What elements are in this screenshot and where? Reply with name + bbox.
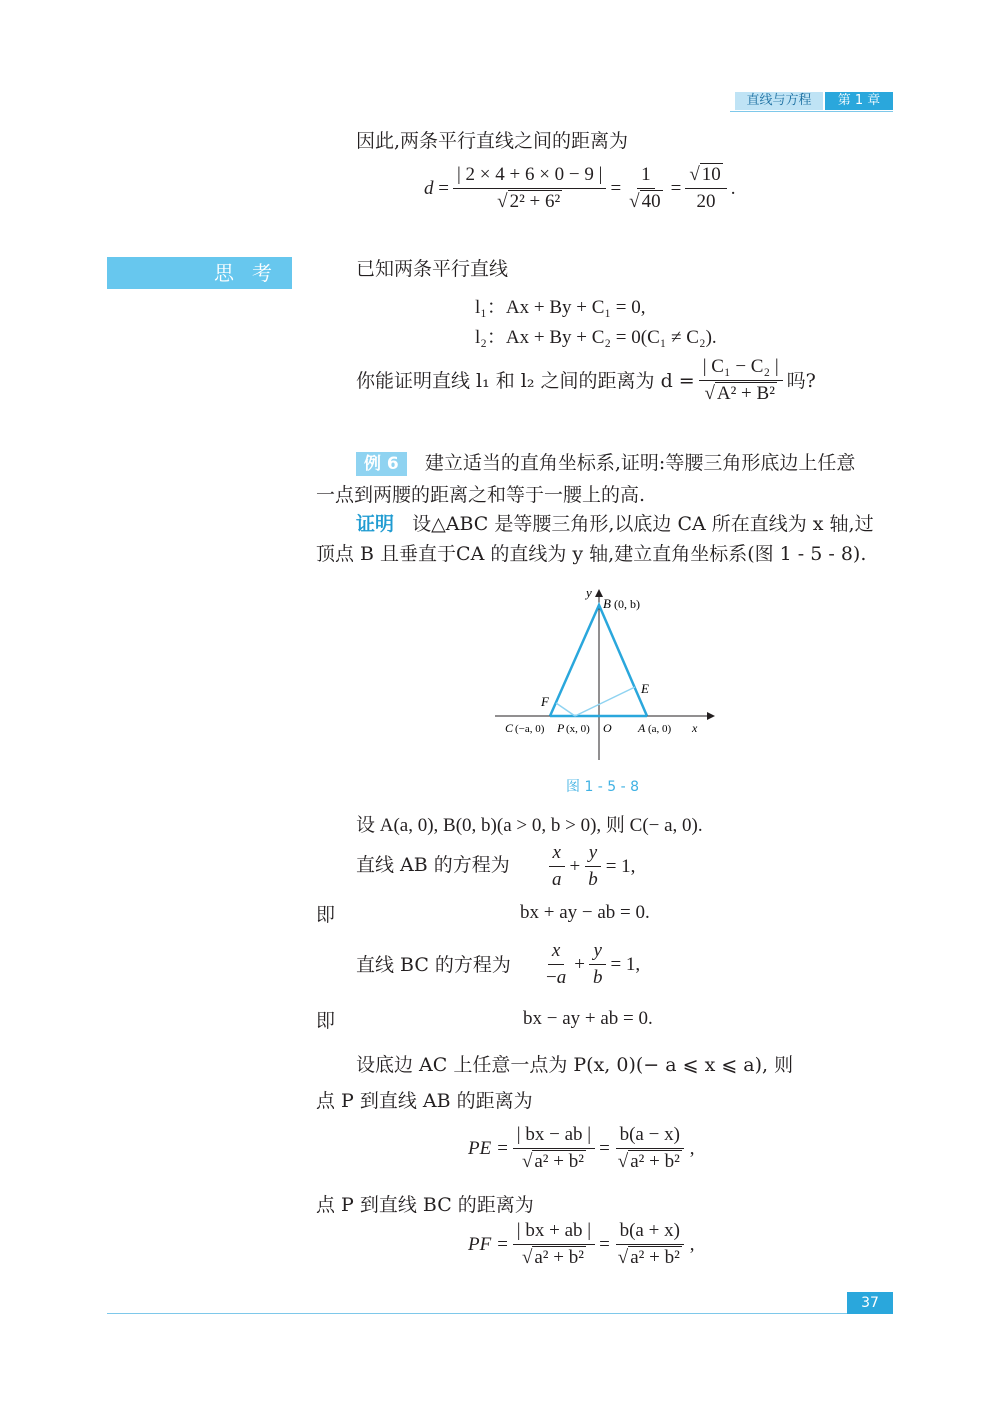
eq1-fraction-2: $\frac{1}{√ 40}$ [629,164,661,212]
label-c-coord: (−a, 0) [515,723,545,735]
label-a-coord: (a, 0) [648,723,672,735]
think-question-post: 吗? [786,369,816,392]
example-tag: 例 6 [356,452,407,476]
think-question-pre: 你能证明直线 l₁ 和 l₂ 之间的距离为 d = [356,369,695,392]
segment-pe [575,687,635,716]
eq-bc-intercept: $\frac{x}{-a}$ + $\frac{y}{b}$ = 1, [546,940,641,988]
think-question-fraction: $\frac{\text{| C₁ − C₂ |}}{\text{√ A² + B²}}$ [699,356,783,405]
figure-caption: 图 1 - 5 - 8 [566,779,640,795]
segment-pf [556,703,575,716]
eq1-frac3-num: 10 [701,164,721,185]
label-a: A [638,721,646,735]
intro-text: 因此,两条平行直线之间的距离为 [356,130,629,152]
x-axis-arrow [707,712,715,720]
example-text1: 建立适当的直角坐标系,证明:等腰三角形底边上任意 [424,452,856,474]
header-chapter-badge: 第 1 章 [825,92,893,110]
eq1-lhs: d [424,177,434,199]
ji-2: 即 [316,1010,336,1032]
eq1-fraction-1: $\frac{| 2 \times 4 + 6 \times 0 - 9 |}{\text{√ 2² + 6²}}$ [453,164,606,213]
label-x: x [692,721,698,735]
eq-ab: bx + ay − ab = 0. [520,902,650,923]
proof-text1: 设△ABC 是等腰三角形,以底边 CA 所在直线为 x 轴,过 [412,513,874,535]
proof-tag: 证明 [356,513,395,535]
label-b-coord: (0, b) [614,597,640,611]
ji-1: 即 [316,904,336,926]
label-o: O [603,721,612,735]
eq1-frac1-num: | 2 × 4 + 6 × 0 − 9 | [453,164,606,189]
label-c: C [505,721,514,735]
body-s5: 点 P 到直线 AB 的距离为 [316,1090,533,1112]
label-p-coord: (x, 0) [566,723,590,735]
think-question [356,356,816,405]
eq1-fraction-3: $\frac{√ 10}{20}$ [685,164,726,213]
think-line1: 已知两条平行直线 [356,258,509,280]
body-s4: 设底边 AC 上任意一点为 P(x, 0)(− a ⩽ x ⩽ a), 则 [356,1054,794,1076]
header-section-title: 直线与方程 [735,92,823,110]
label-f: F [541,694,549,709]
body-s3-label: 直线 BC 的方程为 [356,954,511,976]
label-e: E [641,681,649,696]
eq1-frac1-den: 2² + 6² [509,191,561,212]
figure-1-5-8 [495,585,725,775]
label-y: y [586,585,592,600]
eq-ab-intercept: $\frac{x}{a}$ + $\frac{y}{b}$ = 1, [544,842,635,891]
eq-pf: PF = $\frac{| bx + ab |}{\text{√ a² + b²}}$ = $\frac{b(a + x)}{\text{√ a² + b²}}$ , [468,1220,695,1268]
proof-line1 [356,511,874,537]
eq-pe: PE = $\frac{| bx - ab |}{\text{√ a² + b²}}$ = $\frac{b(a - x)}{\text{√ a² + b²}}$ , [468,1124,695,1172]
think-line-l1: l₁：Ax + By + C₁ = 0, [475,297,646,318]
body-s1: 设 A(a, 0), B(0, b)(a > 0, b > 0), 则 C(− a, 0). [356,815,703,836]
think-line-l2: l₂：Ax + By + C₂ = 0(C₁ ≠ C₂). [475,327,717,348]
eq1-frac2-den: 40 [641,191,661,212]
body-s2-label: 直线 AB 的方程为 [356,854,510,876]
proof-text2: 顶点 B 且垂直于CA 的直线为 y 轴,建立直角坐标系(图 1 - 5 - 8). [316,543,867,565]
header-divider [730,111,893,112]
footer-divider [107,1313,893,1314]
think-label: 思考 [107,257,292,289]
y-axis-arrow [595,589,603,597]
eq-bc: bx − ay + ab = 0. [523,1008,653,1029]
body-s6: 点 P 到直线 BC 的距离为 [316,1194,534,1216]
eq1-frac3-den: 20 [696,191,716,212]
page-number: 37 [847,1292,893,1314]
think-question-num: | C₁ − C₂ | [699,356,783,381]
example-line1 [356,450,855,476]
label-p: P [557,721,565,735]
eq1-frac2-num: 1 [637,164,655,189]
distance-equation: d = $\frac{| 2 \times 4 + 6 \times 0 - 9 |}{\text{√ 2² + 6²}}$ = $\frac{1}{√ 40}$ = $\frac{√ 10}{20}$ . [424,164,736,212]
example-text2: 一点到两腰的距离之和等于一腰上的高. [316,484,646,506]
label-b: B [603,596,611,611]
think-question-den: A² + B² [716,383,775,404]
